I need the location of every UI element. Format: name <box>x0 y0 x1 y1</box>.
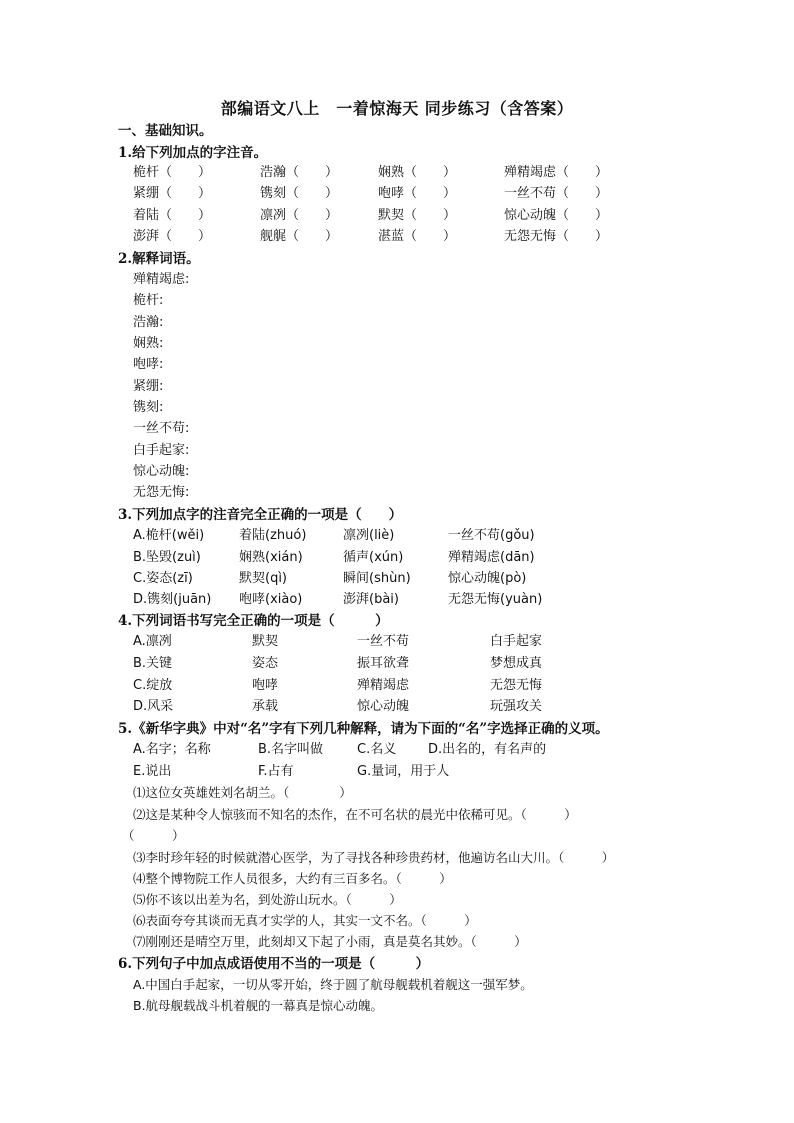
q5-sentence: ⑵这是某种令人惊骇而不知名的杰作，在不可名状的晨光中依稀可见。（ ） <box>133 807 577 822</box>
q6-title: 6.下列句子中加点成语使用不当的一项是（ ） <box>118 956 430 972</box>
q3-option: 澎湃(bài) <box>343 592 399 607</box>
q1-cell: 澎湃（ ） <box>133 229 212 244</box>
q1-cell: 咆哮（ ） <box>378 186 457 201</box>
q2-term: 咆哮: <box>133 357 164 372</box>
q5-definition: D.出名的，有名声的 <box>428 742 547 757</box>
q4-option: 殚精竭虑 <box>357 678 410 693</box>
q4-option: 承载 <box>252 699 279 714</box>
q1-cell: 凛冽（ ） <box>260 208 339 223</box>
q3-option: 凛冽(liè) <box>343 528 395 543</box>
q5-sentence: ⑶李时珍年轻的时候就潜心医学，为了寻找各种珍贵药材，他遍访名山大川。（ ） <box>133 850 615 865</box>
q3-option: 娴熟(xián) <box>239 550 303 565</box>
q3-title: 3.下列加点字的注音完全正确的一项是（ ） <box>118 507 403 523</box>
q3-option: 一丝不苟(gǒu) <box>448 528 535 543</box>
q1-cell: 着陆（ ） <box>133 208 212 223</box>
q3-option: 无怨无悔(yuàn) <box>448 592 543 607</box>
q3-option: A.桅杆(wěi) <box>133 528 205 543</box>
q3-option: 殚精竭虑(dān) <box>448 550 535 565</box>
q5-definition: E.说出 <box>133 764 172 779</box>
q2-term: 浩瀚: <box>133 315 164 330</box>
q5-sentence: ⑴这位女英雄姓刘名胡兰。（ ） <box>133 785 352 800</box>
q2-term: 惊心动魄: <box>133 464 190 479</box>
q4-title: 4.下列词语书写完全正确的一项是（ ） <box>118 613 389 629</box>
q4-option: 振耳欲聋 <box>357 656 410 671</box>
q4-option: B.关键 <box>133 656 173 671</box>
q4-option: 惊心动魄 <box>357 699 410 714</box>
q3-option: 默契(qì) <box>239 571 288 586</box>
q1-cell: 惊心动魄（ ） <box>504 208 609 223</box>
q4-option: D.风采 <box>133 699 174 714</box>
q1-cell: 无怨无悔（ ） <box>504 229 609 244</box>
q1-cell: 一丝不苟（ ） <box>504 186 609 201</box>
q5-definition: C.名义 <box>357 742 397 757</box>
q5-definition: B.名字叫做 <box>258 742 324 757</box>
q3-option: D.镌刻(juān) <box>133 592 212 607</box>
q4-option: 一丝不苟 <box>357 634 410 649</box>
q4-option: A.凛冽 <box>133 634 172 649</box>
q1-cell: 湛蓝（ ） <box>378 229 457 244</box>
q5-sentence: ⑸你不该以出差为名，到处游山玩水。（ ） <box>133 892 402 907</box>
q2-term: 白手起家: <box>133 443 190 458</box>
q1-cell: 殚精竭虑（ ） <box>504 165 609 180</box>
q3-option: 惊心动魄(pò) <box>448 571 527 586</box>
q5-definition: A.名字；名称 <box>133 742 211 757</box>
q5-title: 5.《新华字典》中对“名”字有下列几种解释，请为下面的“名”字选择正确的义项。 <box>118 721 609 737</box>
q2-term: 娴熟: <box>133 336 164 351</box>
q4-option: 梦想成真 <box>490 656 543 671</box>
q3-option: 咆哮(xiào) <box>239 592 303 607</box>
q2-title: 2.解释词语。 <box>118 251 200 267</box>
q4-option: 咆哮 <box>252 678 279 693</box>
q6-option: A.中国白手起家，一切从零开始，终于圆了航母舰载机着舰这一强军梦。 <box>133 977 533 992</box>
q4-option: 白手起家 <box>490 634 543 649</box>
q4-option: 玩强攻关 <box>490 699 543 714</box>
q2-term: 无怨无悔: <box>133 485 190 500</box>
q1-cell: 桅杆（ ） <box>133 165 212 180</box>
q1-cell: 浩瀚（ ） <box>260 165 339 180</box>
q3-option: 瞬间(shùn) <box>343 571 411 586</box>
q1-cell: 紧绷（ ） <box>133 186 212 201</box>
page-title: 部编语文八上 一着惊海天 同步练习（含答案） <box>220 99 574 118</box>
q4-option: 姿态 <box>252 656 279 671</box>
q2-term: 镌刻: <box>133 400 164 415</box>
q2-term: 桅杆: <box>133 293 164 308</box>
q1-cell: 舰艉（ ） <box>260 229 339 244</box>
q5-sentence: ⑺刚刚还是晴空万里，此刻却又下起了小雨，真是莫名其妙。（ ） <box>133 934 527 949</box>
q3-option: C.姿态(zī) <box>133 571 193 586</box>
q4-option: C.绽放 <box>133 678 173 693</box>
q6-option: B.航母舰载战斗机着舰的一幕真是惊心动魄。 <box>133 998 384 1013</box>
q2-term: 殚精竭虑: <box>133 272 190 287</box>
q4-option: 无怨无悔 <box>490 678 543 693</box>
q5-sentence: ⑷整个博物院工作人员很多，大约有三百多名。（ ） <box>133 871 452 886</box>
q3-option: 着陆(zhuó) <box>239 528 307 543</box>
q4-option: 默契 <box>252 634 279 649</box>
q5-definition: G.量词，用于人 <box>357 764 450 779</box>
q5-definition: F.占有 <box>258 764 294 779</box>
q1-cell: 默契（ ） <box>378 208 457 223</box>
q3-option: 循声(xún) <box>343 550 404 565</box>
q3-option: B.坠毁(zuì) <box>133 550 201 565</box>
section-heading: 一、基础知识。 <box>118 123 213 139</box>
q5-sentence-blank: （ ） <box>122 828 185 843</box>
q5-sentence: ⑹表面夸夸其谈而无真才实学的人，其实一文不名。（ ） <box>133 913 477 928</box>
q2-term: 紧绷: <box>133 379 164 394</box>
q2-term: 一丝不苟: <box>133 421 190 436</box>
q1-title: 1.给下列加点的字注音。 <box>118 145 268 161</box>
q1-cell: 镌刻（ ） <box>260 186 339 201</box>
q1-cell: 娴熟（ ） <box>378 165 457 180</box>
